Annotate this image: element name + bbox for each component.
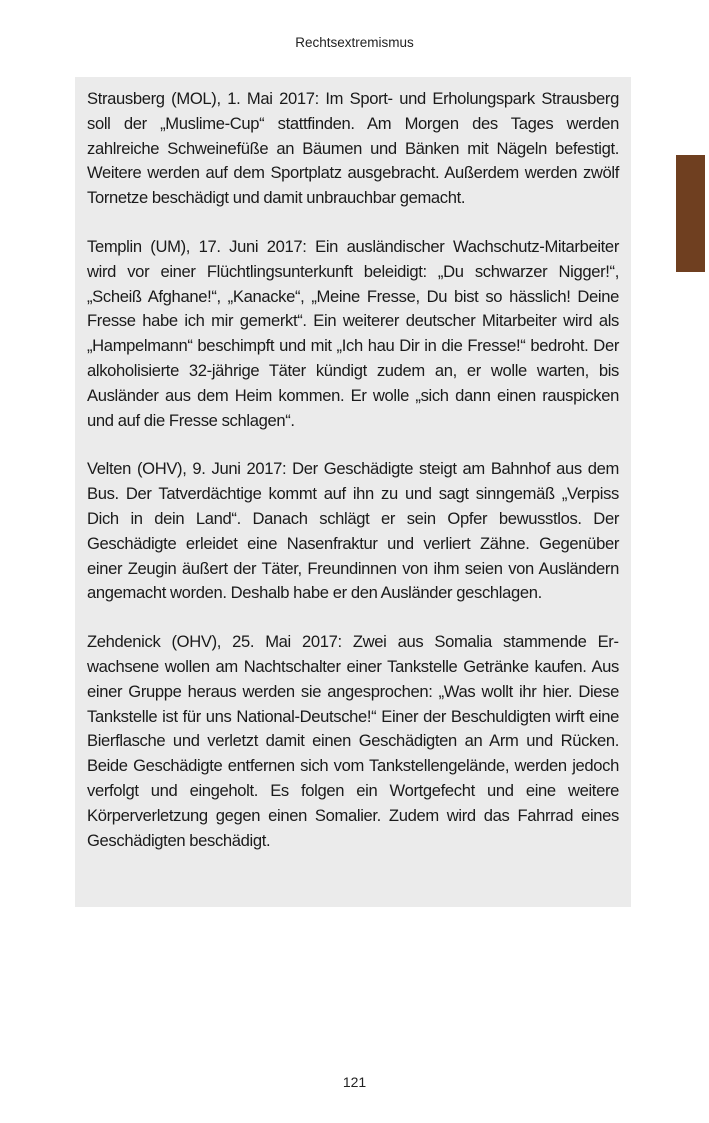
running-header: Rechtsextremismus: [295, 35, 414, 50]
incident-entry-velten: Velten (OHV), 9. Juni 2017: Der Geschädigte steigt am Bahnhof aus dem Bus. Der Tatverdächtige kommt auf ihn zu und sagt sinngemäß „Verpiss Dich in dein Land“. Danach schlägt er sein Opfer bewusstlos. Der Geschädigte erleidet eine Nasenfraktur und verliert Zähne. Gegenüber einer Zeugin äußert der Täter, Freundinnen von ihm seien von Ausländern angemacht worden. Deshalb habe er den Ausländer geschlagen.: [87, 459, 619, 603]
chapter-tab-marker: [676, 155, 705, 272]
incident-entry-strausberg: Strausberg (MOL), 1. Mai 2017: Im Sport- und Erholungspark Strausberg soll der „Muslime-Cup“ stattfinden. Am Morgen des Tages werden zahlreiche Schweinefüße an Bäumen und Bänken mit Nägeln befestigt. Weitere werden auf dem Sportplatz ausgebracht. Außerdem werden zwölf Tornetze beschädigt und damit unbrauchbar gemacht.: [87, 89, 619, 208]
incident-entry-templin: Templin (UM), 17. Juni 2017: Ein ausländischer Wachschutz-Mitarbeiter wird vor einer Flüchtlingsunterkunft beleidigt: „Du schwarzer Nigger!“, „Scheiß Afghane!“, „Kanacke“, „Meine Fresse, Du bist so hässlich! Deine Fresse habe ich mir gemerkt“. Ein weiterer deutscher Mitarbeiter wird als „Hampelmann“ beschimpft und mit „Ich hau Dir in die Fresse!“ bedroht. Der alkoholisierte 32-jährige Täter kündigt zudem an, er wolle warten, bis Ausländer aus dem Heim kommen. Er wolle „sich dann einen rauspicken und auf die Fresse schlagen“.: [87, 236, 619, 430]
text-box: [75, 77, 631, 907]
page-number: 121: [342, 1074, 367, 1090]
incident-entry-zehdenick: Zehdenick (OHV), 25. Mai 2017: Zwei aus Somalia stammende Erwachsene wollen am Nachtschalter einer Tankstelle Getränke kaufen. Aus einer Gruppe heraus werden sie angesprochen: „Was wollt ihr hier. Diese Tankstelle ist für uns National-Deutsche!“ Einer der Beschuldigten wirft eine Bierflasche und verletzt damit einen Geschädigten an Arm und Rücken. Beide Geschädigte entfernen sich vom Tankstellengelände, werden jedoch verfolgt und eingeholt. Es folgen ein Wortgefecht und eine weitere Körperverletzung gegen einen Somalier. Zudem wird das Fahrrad eines Geschädigten beschädigt.: [87, 632, 619, 850]
